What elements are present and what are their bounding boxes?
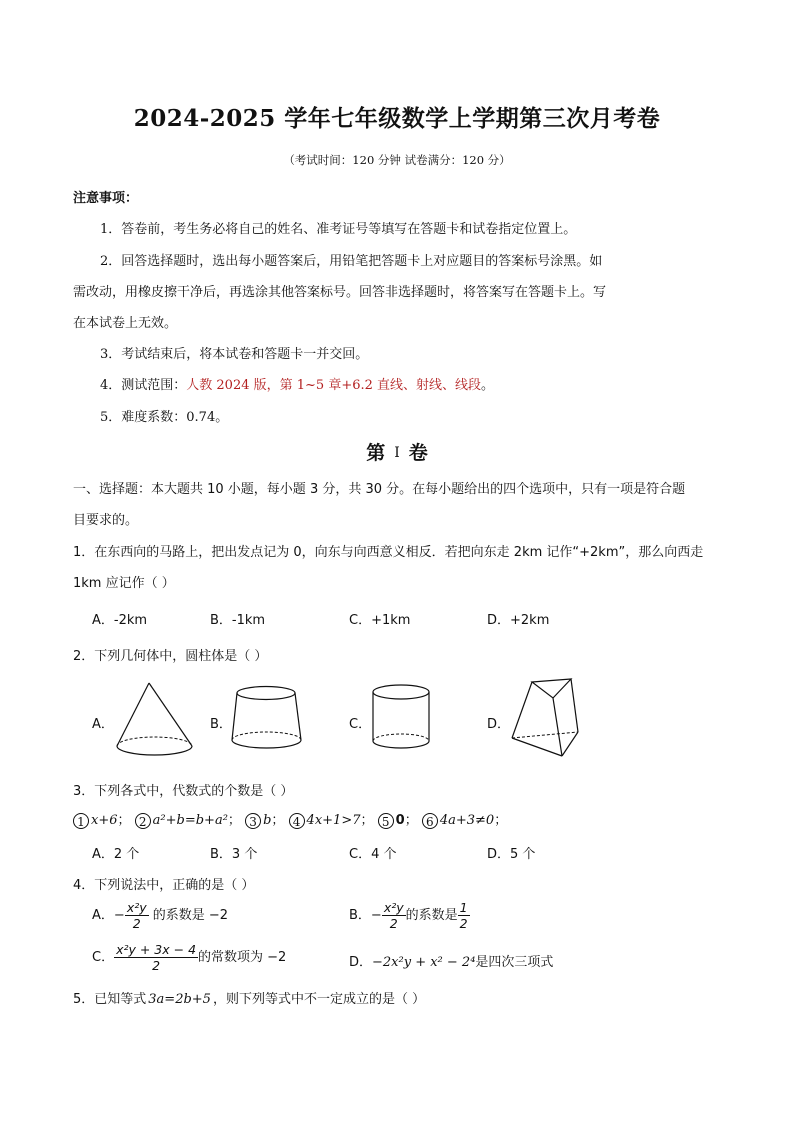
notice-item-2-line2: 需改动，用橡皮擦干净后，再选涂其他答案标号。回答非选择题时，将答案写在答题卡上。写 [73,285,607,300]
q1-option-a[interactable]: A．-2km [92,613,148,628]
notice-heading: 注意事项： [73,191,139,206]
q3-expr-5: 0 [395,813,405,828]
q3-option-d[interactable]: D．5 个 [487,847,536,862]
question-1-line1: 1．在东西向的马路上，把出发点记为 0，向东与向西意义相反．若把向东走 2km 记作“+2km”，那么向西走 [73,545,704,560]
part-heading-right: 卷 [408,442,428,464]
q3-expr-1: x+6 [91,813,118,828]
cone-figure[interactable] [112,680,198,760]
section-intro-line2: 目要求的。 [73,513,139,528]
part-heading-left: 第 [366,442,386,464]
notice-item-2-line3: 在本试卷上无效。 [73,316,178,331]
question-4-stem: 4．下列说法中，正确的是（ ） [73,878,255,893]
q3-mark-5: 5 [378,813,394,829]
notice-item-3: 3．考试结束后，将本试卷和答题卡一并交回。 [100,347,369,362]
q2-label-c[interactable]: C． [349,717,372,732]
part-heading [0,438,794,465]
q3-mark-2: 2 [135,813,151,829]
question-1-line2: 1km 应记作（ ） [73,576,175,591]
question-2-stem: 2．下列几何体中，圆柱体是（ ） [73,649,268,664]
frustum-figure[interactable] [228,684,306,756]
notice-item-2-line1: 2．回答选择题时，选出每小题答案后，用铅笔把答题卡上对应题目的答案标号涂黑。如 [100,254,603,269]
q3-expressions: 1 x+6； 2 a²+b=b+a²； 3 b； 4 4x+1>7； 5 0； 6 4a+3≠0； [73,809,507,829]
section-intro-line1: 一、选择题：本大题共 10 小题，每小题 3 分，共 30 分。在每小题给出的四个选项中，只有一项是符合题 [73,482,686,497]
question-5-stem: 5．已知等式 3a=2b+5 ，则下列等式中不一定成立的是（ ） [73,992,426,1007]
q1-option-d[interactable]: D．+2km [487,613,550,628]
q4-option-c[interactable]: C． $\frac{\text{x²y + 3x − 4}}{2}$ 的常数项为 −2 [92,942,287,973]
q3-mark-3: 3 [245,813,261,829]
notice-item-5: 5．难度系数：0.74。 [100,410,229,425]
question-3-stem: 3．下列各式中，代数式的个数是（ ） [73,784,294,799]
notice-item-4-prefix: 4．测试范围： [100,378,187,393]
notice-item-1: 1．答卷前，考生务必将自己的姓名、准考证号等填写在答题卡和试卷指定位置上。 [100,222,577,237]
q3-expr-4: 4x+1>7 [306,813,361,828]
q3-mark-6: 6 [422,813,438,829]
cylinder-figure[interactable] [368,683,438,757]
exam-info: （考试时间：120 分钟 试卷满分：120 分） [283,153,511,167]
page-title: 2024-2025 学年七年级数学上学期第三次月考卷 [133,105,661,132]
q3-expr-3: b [263,813,272,828]
part-heading-sep: Ⅰ [394,445,400,461]
q3-option-a[interactable]: A．2 个 [92,847,140,862]
q1-option-c[interactable]: C．+1km [349,613,411,628]
q3-option-b[interactable]: B．3 个 [210,847,258,862]
q3-mark-1: 1 [73,813,89,829]
triangular-prism-figure[interactable] [508,676,584,762]
notice-item-4-end: 。 [481,378,495,393]
q3-expr-6: 4a+3≠0 [439,813,495,828]
q2-label-b[interactable]: B． [210,717,232,732]
q3-mark-4: 4 [289,813,305,829]
q1-option-b[interactable]: B．-1km [210,613,266,628]
q3-option-c[interactable]: C．4 个 [349,847,397,862]
q4-option-b[interactable]: B．− $\frac{\text{x²y}}{2}$ 的系数是 $\frac{1}{2}$ [349,900,468,931]
q4-option-d[interactable]: D．−2x²y + x² − 2⁴是四次三项式 [349,955,554,970]
q2-label-a[interactable]: A． [92,717,114,732]
q2-label-d[interactable]: D． [487,717,511,732]
notice-item-4 [100,374,494,393]
test-range: 人教 2024 版，第 1~5 章+6.2 直线、射线、线段 [186,378,482,393]
q3-expr-2: a²+b=b+a² [152,813,228,828]
q4-option-a[interactable]: A．− $\frac{\text{x²y}}{2}$ 的系数是 −2 [92,900,229,931]
